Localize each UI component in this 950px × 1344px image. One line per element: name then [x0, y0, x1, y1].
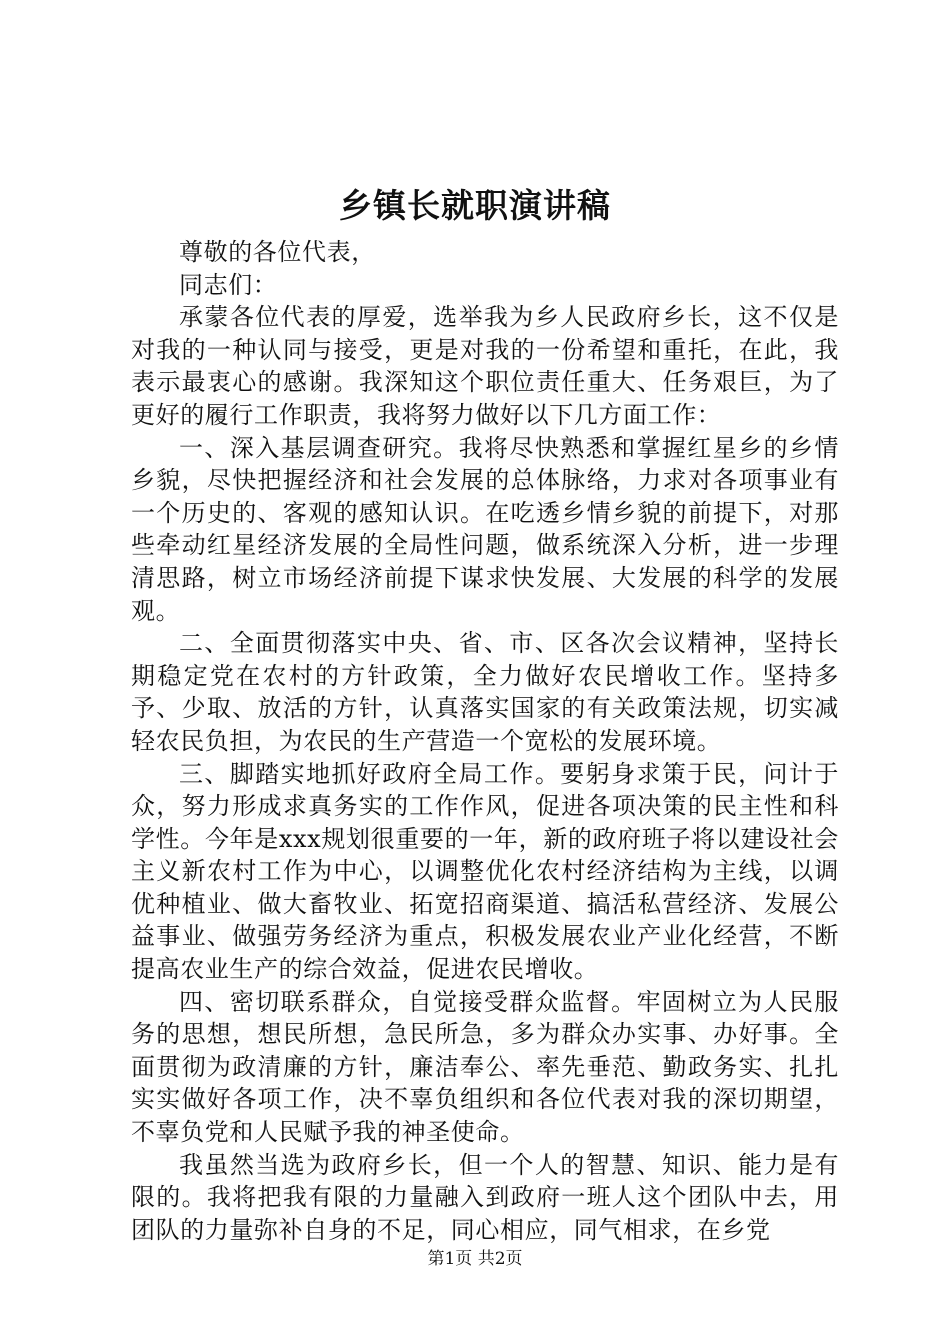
- body-paragraph: 我虽然当选为政府乡长，但一个人的智慧、知识、能力是有限的。我将把我有限的力量融入到政府一班人这个团队中去，用团队的力量弥补自身的不足，同心相应，同气相求，在乡党: [131, 1150, 839, 1244]
- salutation-line: 同志们：: [179, 270, 278, 299]
- body-paragraph: 承蒙各位代表的厚爱，选举我为乡人民政府乡长，这不仅是对我的一种认同与接受，更是对我的一份希望和重托，在此，我表示最衷心的感谢。我深知这个职位责任重大、任务艰巨，为了更好的履行工作职责，我将努力做好以下几方面工作：: [131, 303, 839, 429]
- document-body: [131, 236, 839, 1246]
- body-paragraph: 一、深入基层调查研究。我将尽快熟悉和掌握红星乡的乡情乡貌，尽快把握经济和社会发展的总体脉络，力求对各项事业有一个历史的、客观的感知认识。在吃透乡情乡貌的前提下，对那些牵动红星经济发展的全局性问题，做系统深入分析，进一步理清思路，树立市场经济前提下谋求快发展、大发展的科学的发展观。: [131, 433, 839, 625]
- body-paragraph: 二、全面贯彻落实中央、省、市、区各次会议精神，坚持长期稳定党在农村的方针政策，全力做好农民增收工作。坚持多予、少取、放活的方针，认真落实国家的有关政策法规，切实减轻农民负担，为农民的生产营造一个宽松的发展环境。: [131, 629, 839, 755]
- body-paragraph: 四、密切联系群众，自觉接受群众监督。牢固树立为人民服务的思想，想民所想，急民所急，多为群众办实事、办好事。全面贯彻为政清廉的方针，廉洁奉公、率先垂范、勤政务实、扎扎实实做好各项工作，决不辜负组织和各位代表对我的深切期望，不辜负党和人民赋予我的神圣使命。: [131, 987, 839, 1147]
- page-number: 第1页 共2页: [427, 1249, 523, 1269]
- document-title: 乡镇长就职演讲稿: [339, 186, 611, 225]
- body-paragraph: 三、脚踏实地抓好政府全局工作。要躬身求策于民，问计于众，努力形成求真务实的工作作风，促进各项决策的民主性和科学性。今年是xxx规划很重要的一年，新的政府班子将以建设社会主义新农村工作为中心，以调整优化农村经济结构为主线，以调优种植业、做大畜牧业、拓宽招商渠道、搞活私营经济、发展公益事业、做强劳务经济为重点，积极发展农业产业化经营，不断提高农业生产的综合效益，促进农民增收。: [131, 759, 839, 984]
- salutation-line: 尊敬的各位代表，: [179, 238, 376, 266]
